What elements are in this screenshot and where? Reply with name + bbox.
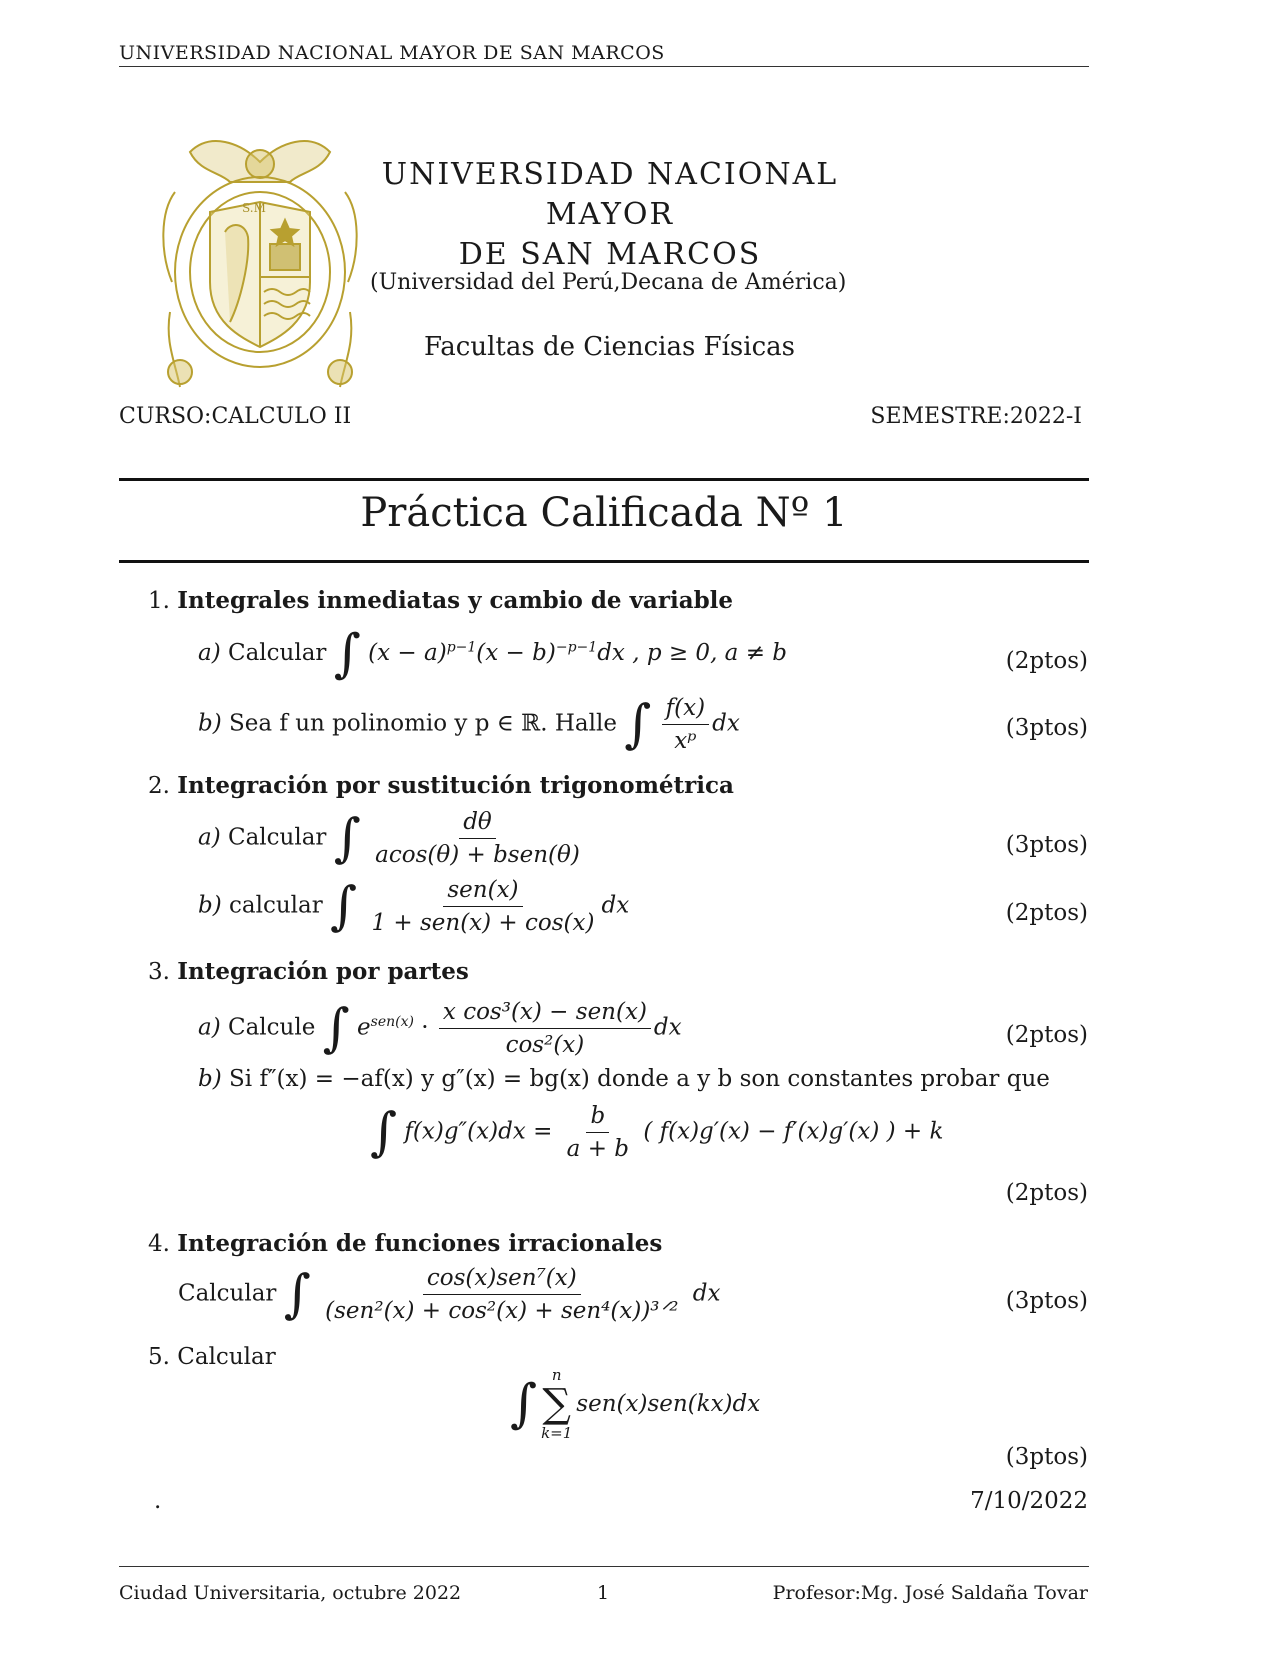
math-dot: · (421, 1014, 429, 1041)
numerator: x cos³(x) − sen(x) (439, 998, 651, 1029)
item-text: Calcular (177, 1344, 276, 1370)
item-label: b) (198, 892, 222, 919)
summation (541, 1366, 572, 1442)
numerator: dθ (459, 808, 496, 839)
semester-label: SEMESTRE:2022-I (870, 404, 1082, 429)
date: 7/10/2022 (970, 1488, 1088, 1514)
section-3-item-b (198, 1066, 1050, 1092)
denominator: (sen²(x) + cos²(x) + sen⁴(x))³ᐟ² (325, 1298, 679, 1324)
fraction (367, 876, 598, 937)
section-number: 3. (148, 959, 170, 985)
math-lhs: f(x)g″(x)dx = (404, 1118, 553, 1145)
section-1-heading (148, 587, 733, 614)
section-2-item-a: a) Calcular ∫ $\frac{d\theta}{\text{acos(θ) + bsen(θ)}}$ (198, 808, 587, 869)
section-number: 2. (148, 773, 170, 799)
section-4-heading (148, 1230, 662, 1257)
svg-text:S.M: S.M (242, 201, 266, 215)
university-name (330, 155, 890, 275)
section-number: 4. (148, 1231, 170, 1257)
item-label: a) (198, 824, 221, 851)
item-text: Calcular (178, 1280, 277, 1307)
section-number: 5. (148, 1344, 170, 1370)
fraction (371, 808, 584, 869)
fraction (439, 998, 651, 1059)
fraction (321, 1264, 682, 1325)
item-label: a) (198, 640, 221, 666)
section-number: 1. (148, 588, 170, 614)
sum-upper: n (551, 1366, 562, 1384)
section-1-item-a: a) Calcular ∫ $(x - a)^{p-1}(x - b)^{-p-1}dx$ , p ≥ 0, a ≠ b (198, 624, 788, 684)
section-title: Integrales inmediatas y cambio de variable (177, 587, 734, 614)
running-header: UNIVERSIDAD NACIONAL MAYOR DE SAN MARCOS (119, 42, 665, 64)
denominator: 1 + sen(x) + cos(x) (371, 910, 595, 936)
denominator: xᵖ (674, 728, 697, 754)
header-rule (119, 66, 1089, 67)
points-4: (3ptos) (1005, 1288, 1088, 1314)
section-title: Integración de funciones irracionales (177, 1230, 663, 1257)
item-text: calcular (229, 892, 323, 919)
sum-lower: k=1 (541, 1424, 573, 1442)
item-text: Calcule (228, 1014, 316, 1041)
item-label: b) (198, 710, 222, 737)
points-1a: (2ptos) (1005, 648, 1088, 674)
date-dot: . (154, 1488, 162, 1514)
math-rhs: ( f(x)g′(x) − f′(x)g′(x) ) + k (643, 1118, 944, 1145)
section-3-item-a: a) Calcule ∫ $e^{sen(x)}$ · $\frac{\text{x cos³(x) − sen(x)}}{\text{cos²(x)}}$ dx (198, 998, 682, 1059)
title-rule-bottom (119, 560, 1089, 563)
footer-professor: Profesor:Mg. José Saldaña Tovar (772, 1582, 1088, 1604)
section-3-identity: ∫ f(x)g″(x)dx = $\frac{b}{a + b}$ ( f(x)g′(x) − f′(x)g′(x) ) + k (370, 1102, 944, 1163)
section-title: Integración por sustitución trigonométrica (177, 772, 734, 799)
math-dx: dx (601, 892, 630, 919)
section-1-item-b: b) Sea f un polinomio y p ∈ ℝ. Halle ∫ $\frac{f(x)}{\text{xᵖ}}$ dx (198, 694, 740, 755)
page-number: 1 (597, 1582, 610, 1604)
points-3b: (2ptos) (1005, 1180, 1088, 1206)
university-subtitle: (Universidad del Perú,Decana de América) (370, 270, 847, 295)
points-2a: (3ptos) (1005, 832, 1088, 858)
section-2-heading (148, 772, 734, 799)
university-name-line2: DE SAN MARCOS (458, 237, 762, 272)
item-label: a) (198, 1014, 221, 1041)
points-5: (3ptos) (1005, 1444, 1088, 1470)
math-expr: sen(x)sen(kx)dx (576, 1391, 761, 1417)
course-label: CURSO:CALCULO II (119, 404, 352, 429)
math-dx: dx (692, 1280, 721, 1307)
section-5-expression: ∫ n ∑ k=1 sen(x)sen(kx)dx (510, 1366, 761, 1442)
item-label: b) (198, 1066, 222, 1092)
numerator: cos(x)sen⁷(x) (423, 1264, 581, 1295)
numerator: b (586, 1102, 609, 1133)
exam-title: Práctica Calificada Nº 1 (360, 490, 848, 536)
sigma-icon: ∑ (542, 1381, 571, 1427)
math-dx: dx (653, 1014, 682, 1041)
item-text: Calcular (228, 824, 327, 851)
fraction (662, 694, 709, 755)
section-title: Integración por partes (177, 958, 469, 985)
math-expr: dx , p ≥ 0, a ≠ b (597, 640, 788, 666)
section-2-item-b: b) calcular ∫ $\frac{\text{sen(x)}}{\text{1 + sen(x) + cos(x)}}$ dx (198, 876, 630, 937)
footer-location: Ciudad Universitaria, octubre 2022 (119, 1582, 462, 1604)
section-4-item: Calcular ∫ $\frac{\text{cos(x)sen⁷(x)}}{\text{(sen²(x) + cos²(x) + sen⁴(x))³ᐟ²}}$ dx (178, 1264, 721, 1325)
fraction (563, 1102, 633, 1163)
math-exponent: −p−1 (555, 639, 598, 656)
item-text: Si f″(x) = −af(x) y g″(x) = bg(x) donde a y b son constantes probar que (229, 1066, 1050, 1092)
denominator: a + b (566, 1136, 630, 1162)
title-rule-top (119, 478, 1089, 481)
item-text: Sea f un polinomio y p ∈ ℝ. Halle (229, 710, 617, 737)
university-name-line1: UNIVERSIDAD NACIONAL MAYOR (381, 157, 839, 232)
points-2b: (2ptos) (1005, 900, 1088, 926)
math-dx: dx (712, 710, 740, 737)
math-expr: (x − a) (368, 640, 447, 666)
denominator: acos(θ) + bsen(θ) (375, 842, 580, 868)
numerator: f(x) (662, 694, 709, 725)
numerator: sen(x) (443, 876, 522, 907)
points-1b: (3ptos) (1005, 715, 1088, 741)
math-exponent: sen(x) (370, 1013, 414, 1030)
section-5-heading (148, 1344, 276, 1370)
math-expr: (x − b) (476, 640, 556, 666)
section-3-heading (148, 958, 469, 985)
faculty-name: Facultas de Ciencias Físicas (424, 332, 795, 362)
math-exponent: p−1 (446, 639, 477, 656)
footer-rule (119, 1566, 1089, 1567)
denominator: cos²(x) (505, 1032, 585, 1058)
math-base: e (357, 1014, 371, 1041)
points-3a: (2ptos) (1005, 1022, 1088, 1048)
item-text: Calcular (228, 640, 327, 666)
